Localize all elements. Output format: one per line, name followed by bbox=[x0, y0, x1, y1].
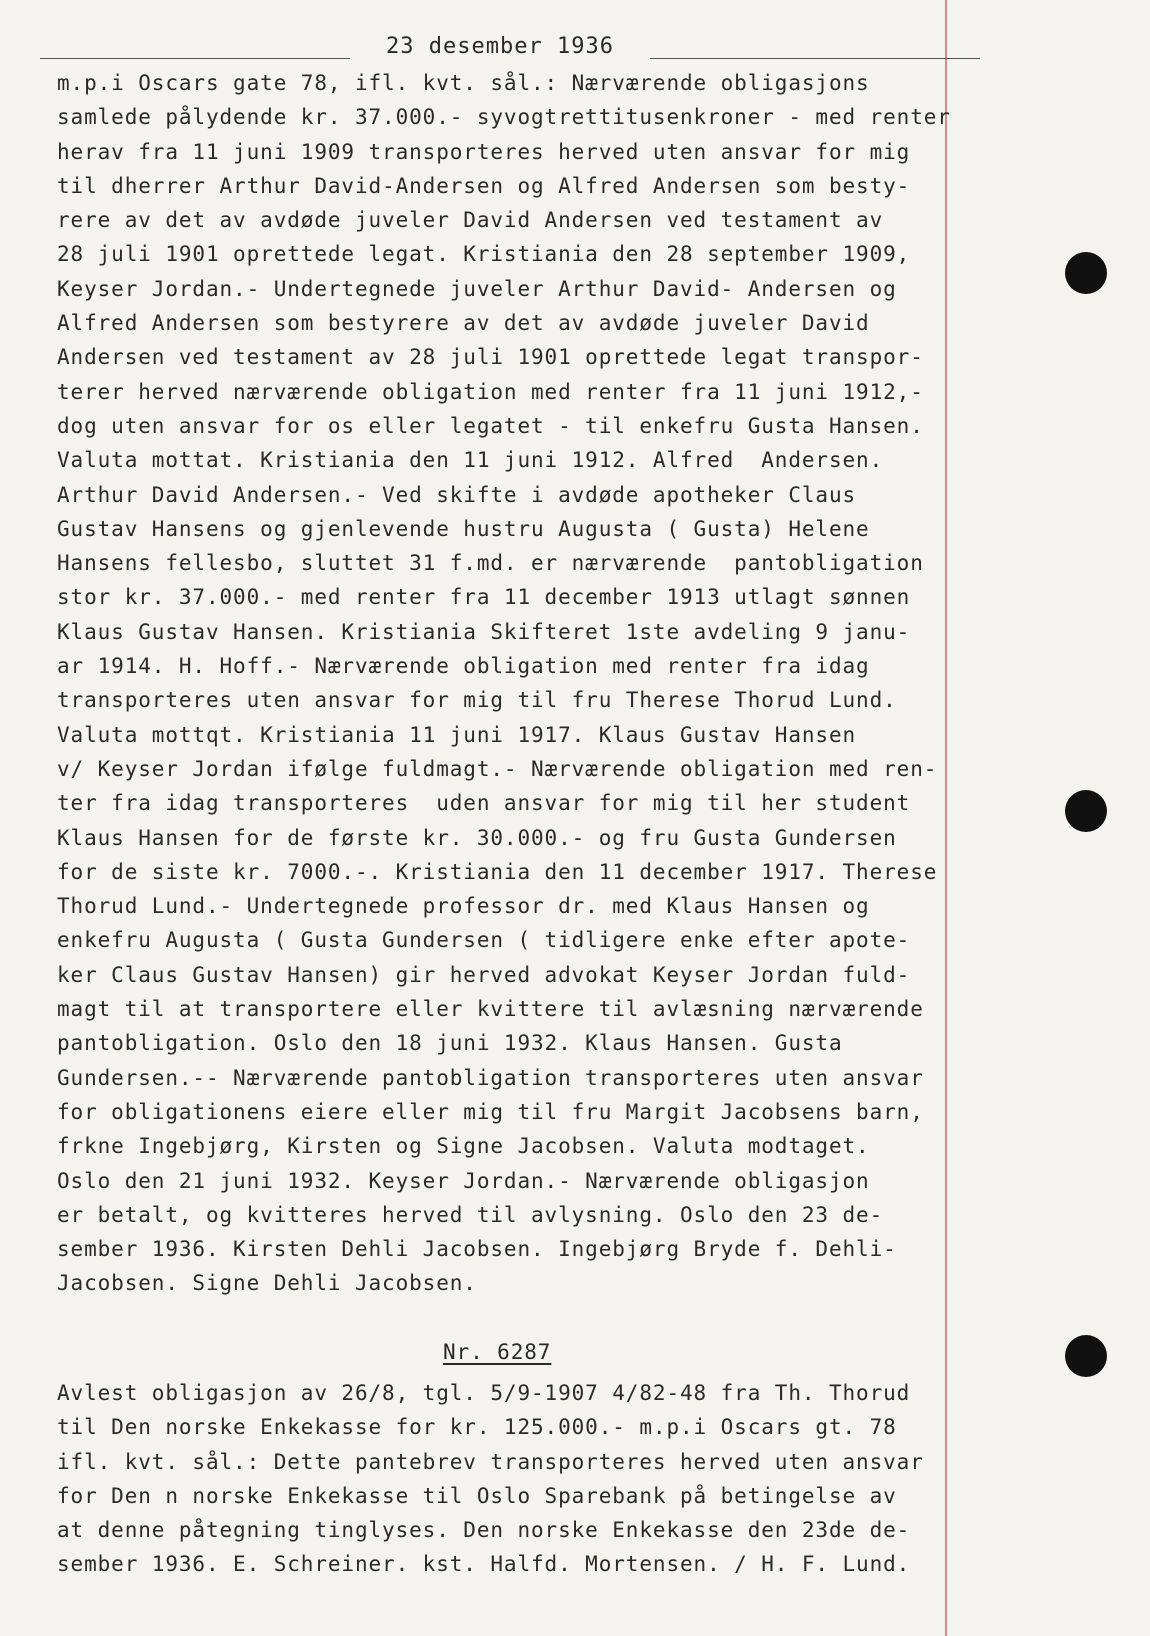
text-line: Andersen ved testament av 28 juli 1901 oprettede legat transpor- bbox=[57, 345, 924, 370]
text-line: samlede pålydende kr. 37.000.- syvogtrettitusenkroner - med renter bbox=[57, 105, 951, 130]
text-line: m.p.i Oscars gate 78, ifl. kvt. sål.: Nærværende obligasjons bbox=[57, 71, 870, 95]
entry-text bbox=[57, 1376, 977, 1582]
text-line: sember 1936. E. Schreiner. kst. Halfd. Mortensen. / H. F. Lund. bbox=[57, 1552, 911, 1577]
text-line: Alfred Andersen som bestyrere av det av avdøde juveler David bbox=[57, 311, 870, 336]
text-line: Gustav Hansens og gjenlevende hustru Augusta ( Gusta) Helene bbox=[57, 516, 870, 541]
text-line: for obligationens eiere eller mig til fru Margit Jacobsens barn, bbox=[57, 1099, 924, 1124]
text-line: frkne Ingebjørg, Kirsten og Signe Jacobsen. Valuta modtaget. bbox=[57, 1134, 870, 1159]
text-line: at denne påtegning tinglyses. Den norske Enkekasse den 23de de- bbox=[57, 1518, 911, 1543]
text-line: Jacobsen. Signe Dehli Jacobsen. bbox=[57, 1271, 477, 1296]
text-line: Gundersen.-- Nærværende pantobligation transporteres uten ansvar bbox=[57, 1065, 924, 1090]
text-line: Valuta mottqt. Kristiania 11 juni 1917. Klaus Gustav Hansen bbox=[57, 722, 857, 747]
text-line: stor kr. 37.000.- med renter fra 11 december 1913 utlagt sønnen bbox=[57, 585, 911, 610]
punch-hole bbox=[1065, 252, 1107, 294]
text-line: for de siste kr. 7000.-. Kristiania den 11 december 1917. Therese bbox=[57, 859, 938, 884]
page-header bbox=[40, 30, 940, 66]
page-date: 23 desember 1936 bbox=[386, 34, 614, 59]
text-line: ter fra idag transporteres uden ansvar for mig til her student bbox=[57, 791, 911, 816]
header-rule-right bbox=[650, 58, 980, 59]
text-line: Klaus Gustav Hansen. Kristiania Skifteret 1ste avdeling 9 janu- bbox=[57, 619, 911, 644]
text-line: Hansens fellesbo, sluttet 31 f.md. er nærværende pantobligation bbox=[57, 551, 924, 576]
text-line: v/ Keyser Jordan ifølge fuldmagt.- Nærværende obligation med ren- bbox=[57, 756, 938, 781]
text-line: dog uten ansvar for os eller legatet - til enkefru Gusta Hansen. bbox=[57, 413, 924, 438]
text-line: enkefru Augusta ( Gusta Gundersen ( tidligere enke efter apote- bbox=[57, 928, 911, 953]
text-line: rere av det av avdøde juveler David Andersen ved testament av bbox=[57, 208, 884, 233]
punch-hole bbox=[1065, 1335, 1107, 1377]
text-line: herav fra 11 juni 1909 transporteres herved uten ansvar for mig bbox=[57, 139, 911, 164]
text-line: til Den norske Enkekasse for kr. 125.000.- m.p.i Oscars gt. 78 bbox=[57, 1415, 897, 1440]
text-line: er betalt, og kvitteres herved til avlysning. Oslo den 23 de- bbox=[57, 1202, 884, 1227]
text-line: Thorud Lund.- Undertegnede professor dr. med Klaus Hansen og bbox=[57, 894, 870, 919]
text-line: til dherrer Arthur David-Andersen og Alfred Andersen som besty- bbox=[57, 173, 911, 198]
text-line: Klaus Hansen for de første kr. 30.000.- og fru Gusta Gundersen bbox=[57, 825, 897, 850]
text-line: sember 1936. Kirsten Dehli Jacobsen. Ingebjørg Bryde f. Dehli- bbox=[57, 1237, 897, 1262]
text-line: ar 1914. H. Hoff.- Nærværende obligation med renter fra idag bbox=[57, 654, 870, 679]
text-line: magt til at transportere eller kvittere til avlæsning nærværende bbox=[57, 997, 924, 1022]
header-rule-left bbox=[40, 58, 350, 59]
entry-text bbox=[57, 66, 977, 1301]
text-line: 28 juli 1901 oprettede legat. Kristiania den 28 september 1909, bbox=[57, 242, 911, 267]
text-line: pantobligation. Oslo den 18 juni 1932. Klaus Hansen. Gusta bbox=[57, 1031, 843, 1056]
text-line: ker Claus Gustav Hansen) gir herved advokat Keyser Jordan fuld- bbox=[57, 962, 911, 987]
text-line: Arthur David Andersen.- Ved skifte i avdøde apotheker Claus bbox=[57, 482, 857, 507]
text-line: Avlest obligasjon av 26/8, tgl. 5/9-1907 4/82-48 fra Th. Thorud bbox=[57, 1381, 911, 1405]
entry-number: Nr. 6287 bbox=[443, 1340, 552, 1364]
punch-hole bbox=[1065, 790, 1107, 832]
text-line: terer herved nærværende obligation med renter fra 11 juni 1912,- bbox=[57, 379, 924, 404]
text-line: Valuta mottat. Kristiania den 11 juni 1912. Alfred Andersen. bbox=[57, 448, 884, 473]
text-line: ifl. kvt. sål.: Dette pantebrev transporteres herved uten ansvar bbox=[57, 1449, 924, 1474]
text-line: for Den n norske Enkekasse til Oslo Sparebank på betingelse av bbox=[57, 1483, 897, 1508]
text-line: transporteres uten ansvar for mig til fru Therese Thorud Lund. bbox=[57, 688, 897, 713]
text-line: Keyser Jordan.- Undertegnede juveler Arthur David- Andersen og bbox=[57, 276, 897, 301]
text-line: Oslo den 21 juni 1932. Keyser Jordan.- Nærværende obligasjon bbox=[57, 1168, 870, 1193]
